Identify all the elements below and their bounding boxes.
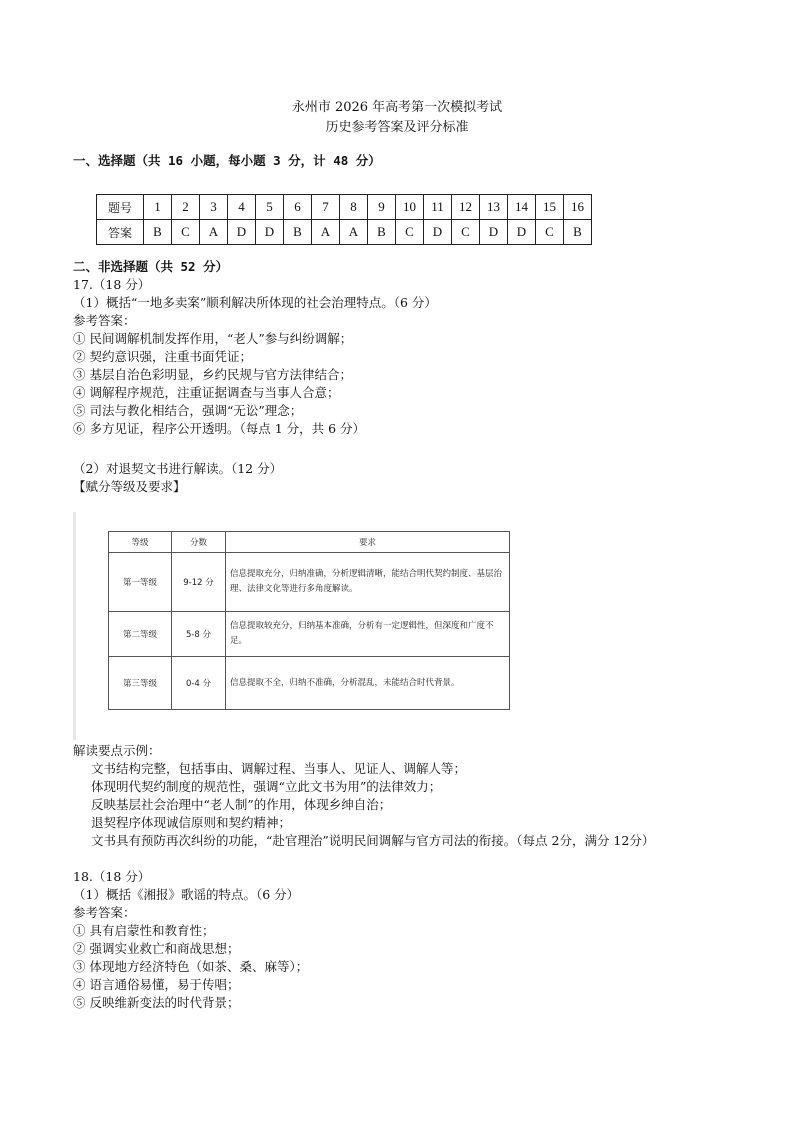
example-item: 文书具有预防再次纠纷的功能，“赴官理治”说明民间调解与官方司法的衔接。（每点 2分，满分 12分）: [91, 833, 655, 848]
grading-requirement: 信息提取较充分，归纳基本准确，分析有一定逻辑性，但深度和广度不足。: [226, 612, 510, 657]
answer-cell: D: [424, 220, 452, 245]
q17-answer-point: ⑤ 司法与教化相结合，强调“无讼”理念；: [73, 403, 303, 418]
grading-row: [109, 612, 510, 657]
example-list: [73, 760, 654, 850]
question-number: 9: [368, 195, 396, 220]
question-number: 4: [228, 195, 256, 220]
q17-part2-prompt: （2）对退契文书进行解读。（12 分）: [73, 461, 283, 476]
row-label: 答案: [97, 220, 144, 245]
answer-cell: A: [200, 220, 228, 245]
q18-answer-point: ④ 语言通俗易懂，易于传唱；: [73, 977, 240, 992]
q17-answer-point: ① 民间调解机制发挥作用，“老人”参与纠纷调解；: [73, 331, 353, 346]
answer-cell: B: [144, 220, 172, 245]
q18-answer-point: ① 具有启蒙性和教育性；: [73, 923, 215, 938]
grade-label: 【赋分等级及要求】: [73, 479, 186, 494]
question-number: 10: [396, 195, 424, 220]
answer-cell: D: [508, 220, 536, 245]
q17-reference-label: 参考答案：: [73, 313, 136, 328]
question-number: 12: [452, 195, 480, 220]
grading-header: 分数: [172, 532, 226, 553]
example-label: 解读要点示例：: [73, 743, 161, 758]
page-title: 永州市 2026 年高考第一次模拟考试: [291, 100, 503, 115]
answer-cell: D: [228, 220, 256, 245]
answer-cell: C: [536, 220, 564, 245]
q18: [73, 868, 308, 1012]
question-number: 13: [480, 195, 508, 220]
answer-cell: B: [284, 220, 312, 245]
answer-cell: C: [172, 220, 200, 245]
answer-cell: C: [396, 220, 424, 245]
example-item: 体现明代契约制度的规范性，强调“立此文书为用”的法律效力；: [91, 779, 442, 794]
question-number: 1: [144, 195, 172, 220]
example-item: 文书结构完整，包括事由、调解过程、当事人、见证人、调解人等；: [91, 761, 467, 776]
grading-score: 9-12 分: [172, 553, 226, 612]
grading-requirement: 信息提取充分，归纳准确，分析逻辑清晰，能结合明代契约制度、基层治理、法律文化等进行多角度解读。: [226, 553, 510, 612]
q17-answer-point: ③ 基层自治色彩明显，乡约民规与官方法律结合；: [73, 367, 352, 382]
answer-cell: C: [452, 220, 480, 245]
question-number: 7: [312, 195, 340, 220]
q17-answer-point: ④ 调解程序规范，注重证据调查与当事人合意；: [73, 385, 340, 400]
answer-cell: B: [368, 220, 396, 245]
answer-table: [96, 194, 592, 245]
grading-header: 要求: [226, 532, 510, 553]
grading-score: 0-4 分: [172, 657, 226, 710]
q18-answer-point: ⑤ 反映维新变法的时代背景；: [73, 995, 240, 1010]
q17-answer-point: ② 契约意识强，注重书面凭证；: [73, 349, 252, 364]
grading-score: 5-8 分: [172, 612, 226, 657]
page-subtitle: 历史参考答案及评分标准: [325, 120, 469, 135]
question-number: 11: [424, 195, 452, 220]
grading-level: 第三等级: [109, 657, 172, 710]
answer-cell: A: [312, 220, 340, 245]
q18-answer-point: ③ 体现地方经济特色（如茶、桑、麻等）；: [73, 959, 309, 974]
q18-title: 18.（18 分）: [73, 869, 151, 884]
grading-requirement: 信息提取不全，归纳不准确，分析混乱，未能结合时代背景。: [226, 657, 510, 710]
question-number: 16: [564, 195, 592, 220]
row-label: 题号: [97, 195, 144, 220]
grading-header-row: [109, 532, 510, 553]
question-number: 6: [284, 195, 312, 220]
question-number-row: [97, 195, 592, 220]
grading-level: 第一等级: [109, 553, 172, 612]
q17-title: 17.（18 分）: [73, 277, 151, 292]
answer-cell: B: [564, 220, 592, 245]
question-number: 2: [172, 195, 200, 220]
grading-table: [108, 531, 510, 710]
answer-cell: A: [340, 220, 368, 245]
answer-row: [97, 220, 592, 245]
grading-row: [109, 657, 510, 710]
question-number: 5: [256, 195, 284, 220]
answer-cell: D: [256, 220, 284, 245]
grading-header: 等级: [109, 532, 172, 553]
q18-reference-label: 参考答案：: [73, 905, 136, 920]
question-number: 15: [536, 195, 564, 220]
q17-part1-prompt: （1）概括“一地多卖案”顺利解决所体现的社会治理特点。（6 分）: [73, 295, 437, 310]
section-1-heading: 一、选择题（共 16 小题，每小题 3 分，计 48 分）: [73, 153, 381, 168]
question-number: 3: [200, 195, 228, 220]
q18-answer-point: ② 强调实业救亡和商战思想；: [73, 941, 240, 956]
q18-part1-prompt: （1）概括《湘报》歌谣的特点。（6 分）: [73, 887, 300, 902]
question-number: 8: [340, 195, 368, 220]
example-item: 反映基层社会治理中“老人制”的作用，体现乡绅自治；: [91, 797, 392, 812]
section-2: [73, 258, 437, 438]
grading-level: 第二等级: [109, 612, 172, 657]
q17-examples: [73, 742, 654, 850]
q17-part2: [73, 460, 282, 496]
answer-cell: D: [480, 220, 508, 245]
section-2-heading: 二、非选择题（共 52 分）: [73, 259, 229, 274]
q17-answer-point: ⑥ 多方见证，程序公开透明。（每点 1 分，共 6 分）: [73, 421, 366, 436]
grading-row: [109, 553, 510, 612]
question-number: 14: [508, 195, 536, 220]
example-item: 退契程序体现诚信原则和契约精神；: [91, 815, 292, 830]
